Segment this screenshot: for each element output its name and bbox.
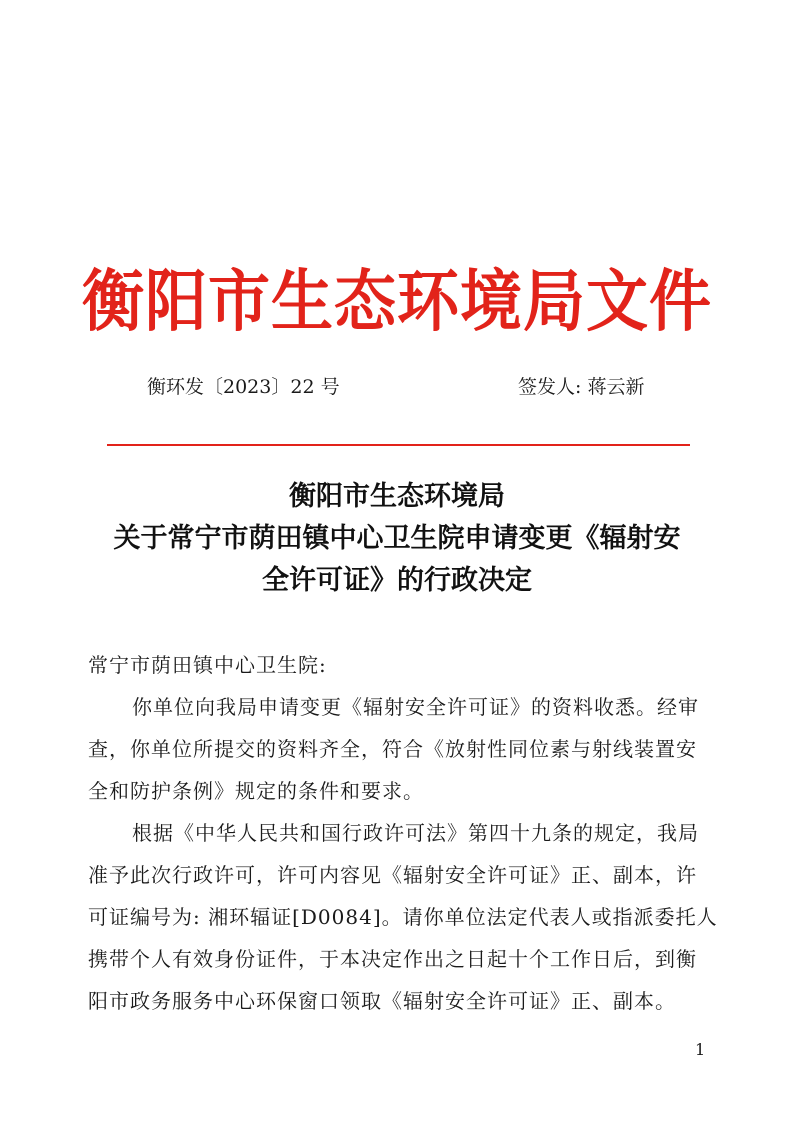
paragraph-1-line-2: 查，你单位所提交的资料齐全，符合《放射性同位素与射线装置安: [88, 737, 697, 761]
page-number: 1: [695, 1040, 706, 1059]
paragraph-2-line-4: 携带个人有效身份证件，于本决定作出之日起十个工作日后，到衡: [88, 947, 697, 971]
document-title: [60, 476, 734, 602]
paragraph-2-line-3: 可证编号为: 湘环辐证[D0084]。请你单位法定代表人或指派委托人: [88, 905, 718, 929]
title-line-1: 衡阳市生态环境局: [289, 481, 505, 512]
paragraph-1-line-1: 你单位向我局申请变更《辐射安全许可证》的资料收悉。经审: [132, 695, 699, 719]
paragraph-2-line-1: 根据《中华人民共和国行政许可法》第四十九条的规定，我局: [132, 821, 699, 845]
document-body: [88, 644, 718, 1022]
paragraph-2-line-5: 阳市政务服务中心环保窗口领取《辐射安全许可证》正、副本。: [88, 989, 676, 1013]
title-line-3: 全许可证》的行政决定: [262, 565, 532, 596]
title-line-2: 关于常宁市荫田镇中心卫生院申请变更《辐射安: [113, 523, 681, 554]
paragraph-2-line-2: 准予此次行政许可，许可内容见《辐射安全许可证》正、副本，许: [88, 863, 697, 887]
red-divider: [107, 444, 690, 446]
signer: 签发人: 蒋云新: [518, 376, 645, 398]
document-masthead: 衡阳市生态环境局文件: [81, 262, 712, 341]
recipient: 常宁市荫田镇中心卫生院:: [88, 653, 327, 677]
document-number: 衡环发〔2023〕22 号: [147, 376, 340, 398]
paragraph-1-line-3: 全和防护条例》规定的条件和要求。: [88, 779, 424, 803]
